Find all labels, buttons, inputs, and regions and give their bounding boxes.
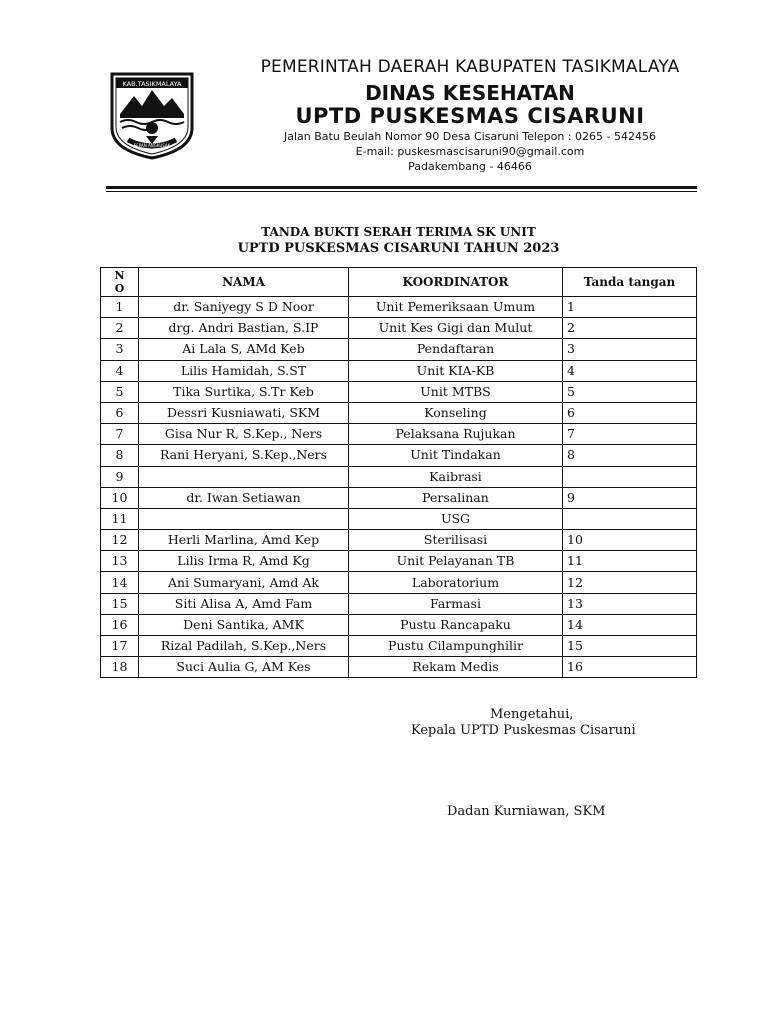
acknowledged-label: Mengetahui,	[490, 707, 574, 722]
cell-tanda-tangan: 2	[563, 318, 697, 339]
cell-koordinator: Unit Pemeriksaan Umum	[349, 297, 563, 318]
cell-tanda-tangan: 13	[563, 593, 697, 614]
cell-no: 15	[101, 593, 139, 614]
cell-nama: Lilis Hamidah, S.ST	[139, 360, 349, 381]
cell-nama: Ai Lala S, AMd Keb	[139, 339, 349, 360]
signer-name: Dadan Kurniawan, SKM	[447, 804, 606, 819]
cell-koordinator: Unit Kes Gigi dan Mulut	[349, 318, 563, 339]
cell-nama: Rani Heryani, S.Kep.,Ners	[139, 445, 349, 466]
cell-nama: drg. Andri Bastian, S.IP	[139, 318, 349, 339]
handover-table	[100, 267, 697, 678]
cell-nama	[139, 466, 349, 487]
cell-tanda-tangan: 9	[563, 487, 697, 508]
cell-nama: dr. Saniyegy S D Noor	[139, 297, 349, 318]
cell-koordinator: Pelaksana Rujukan	[349, 424, 563, 445]
cell-nama: Rizal Padilah, S.Kep.,Ners	[139, 636, 349, 657]
cell-nama	[139, 508, 349, 529]
cell-no: 4	[101, 360, 139, 381]
cell-tanda-tangan: 11	[563, 551, 697, 572]
cell-nama: Gisa Nur R, S.Kep., Ners	[139, 424, 349, 445]
cell-koordinator: Pustu Rancapaku	[349, 614, 563, 635]
table-row	[101, 593, 697, 614]
cell-koordinator: Persalinan	[349, 487, 563, 508]
table-row	[101, 424, 697, 445]
svg-text:KAB.TASIKMALAYA: KAB.TASIKMALAYA	[122, 80, 182, 88]
cell-tanda-tangan: 14	[563, 614, 697, 635]
cell-tanda-tangan: 3	[563, 339, 697, 360]
cell-koordinator: Laboratorium	[349, 572, 563, 593]
cell-no: 2	[101, 318, 139, 339]
cell-tanda-tangan: 10	[563, 530, 697, 551]
cell-tanda-tangan: 7	[563, 424, 697, 445]
cell-koordinator: Rekam Medis	[349, 657, 563, 678]
cell-no: 3	[101, 339, 139, 360]
cell-tanda-tangan: 5	[563, 381, 697, 402]
header-tanda-tangan: Tanda tangan	[563, 268, 697, 297]
table-row	[101, 572, 697, 593]
table-row	[101, 466, 697, 487]
cell-no: 11	[101, 508, 139, 529]
cell-no: 10	[101, 487, 139, 508]
government-name: PEMERINTAH DAERAH KABUPATEN TASIKMALAYA	[260, 57, 680, 77]
cell-nama: Herli Marlina, Amd Kep	[139, 530, 349, 551]
cell-no: 13	[101, 551, 139, 572]
cell-nama: Suci Aulia G, AM Kes	[139, 657, 349, 678]
cell-no: 14	[101, 572, 139, 593]
cell-tanda-tangan: 1	[563, 297, 697, 318]
cell-koordinator: Farmasi	[349, 593, 563, 614]
document-subtitle: UPTD PUSKESMAS CISARUNI TAHUN 2023	[237, 241, 560, 256]
table-row	[101, 445, 697, 466]
table-row	[101, 360, 697, 381]
signer-position: Kepala UPTD Puskesmas Cisaruni	[411, 723, 636, 738]
cell-tanda-tangan	[563, 466, 697, 487]
table-row	[101, 508, 697, 529]
city-line: Padakembang - 46466	[408, 160, 532, 173]
cell-nama: Ani Sumaryani, Amd Ak	[139, 572, 349, 593]
cell-nama: Deni Santika, AMK	[139, 614, 349, 635]
cell-no: 5	[101, 381, 139, 402]
document-title: TANDA BUKTI SERAH TERIMA SK UNIT	[261, 225, 536, 239]
table-row	[101, 614, 697, 635]
cell-koordinator: USG	[349, 508, 563, 529]
header-nama: NAMA	[139, 268, 349, 297]
cell-no: 12	[101, 530, 139, 551]
cell-tanda-tangan: 8	[563, 445, 697, 466]
cell-no: 7	[101, 424, 139, 445]
table-row	[101, 551, 697, 572]
cell-koordinator: Unit MTBS	[349, 381, 563, 402]
table-row	[101, 339, 697, 360]
cell-tanda-tangan: 15	[563, 636, 697, 657]
table-row	[101, 530, 697, 551]
cell-no: 1	[101, 297, 139, 318]
cell-no: 8	[101, 445, 139, 466]
table-row	[101, 381, 697, 402]
table-row	[101, 297, 697, 318]
cell-no: 18	[101, 657, 139, 678]
address-line: Jalan Batu Beulah Nomor 90 Desa Cisaruni Telepon : 0265 - 542456	[284, 130, 656, 143]
cell-koordinator: Kaibrasi	[349, 466, 563, 487]
svg-text:SEPAN ANGKUSAK: SEPAN ANGKUSAK	[133, 143, 171, 148]
table-row	[101, 487, 697, 508]
unit-name: UPTD PUSKESMAS CISARUNI	[295, 104, 645, 128]
header-no: N O	[101, 268, 139, 297]
table-row	[101, 318, 697, 339]
table-row	[101, 657, 697, 678]
cell-tanda-tangan: 4	[563, 360, 697, 381]
cell-no: 16	[101, 614, 139, 635]
cell-tanda-tangan	[563, 508, 697, 529]
regency-logo-icon	[106, 70, 198, 160]
cell-koordinator: Unit Tindakan	[349, 445, 563, 466]
cell-nama: dr. Iwan Setiawan	[139, 487, 349, 508]
cell-koordinator: Pustu Cilampunghilir	[349, 636, 563, 657]
email-line: E-mail: puskesmascisaruni90@gmail.com	[355, 145, 585, 158]
cell-no: 6	[101, 402, 139, 423]
letterhead-divider-thin	[106, 191, 697, 192]
cell-no: 9	[101, 466, 139, 487]
cell-nama: Tika Surtika, S.Tr Keb	[139, 381, 349, 402]
letterhead-divider-thick	[106, 186, 697, 189]
table-row	[101, 402, 697, 423]
table-header-row	[101, 268, 697, 297]
cell-koordinator: Unit KIA-KB	[349, 360, 563, 381]
cell-koordinator: Sterilisasi	[349, 530, 563, 551]
header-koordinator: KOORDINATOR	[349, 268, 563, 297]
cell-koordinator: Konseling	[349, 402, 563, 423]
cell-nama: Siti Alisa A, Amd Fam	[139, 593, 349, 614]
cell-tanda-tangan: 12	[563, 572, 697, 593]
cell-nama: Dessri Kusniawati, SKM	[139, 402, 349, 423]
cell-tanda-tangan: 16	[563, 657, 697, 678]
cell-tanda-tangan: 6	[563, 402, 697, 423]
cell-nama: Lilis Irma R, Amd Kg	[139, 551, 349, 572]
cell-no: 17	[101, 636, 139, 657]
table-row	[101, 636, 697, 657]
cell-koordinator: Unit Pelayanan TB	[349, 551, 563, 572]
department-name: DINAS KESEHATAN	[365, 81, 575, 105]
cell-koordinator: Pendaftaran	[349, 339, 563, 360]
